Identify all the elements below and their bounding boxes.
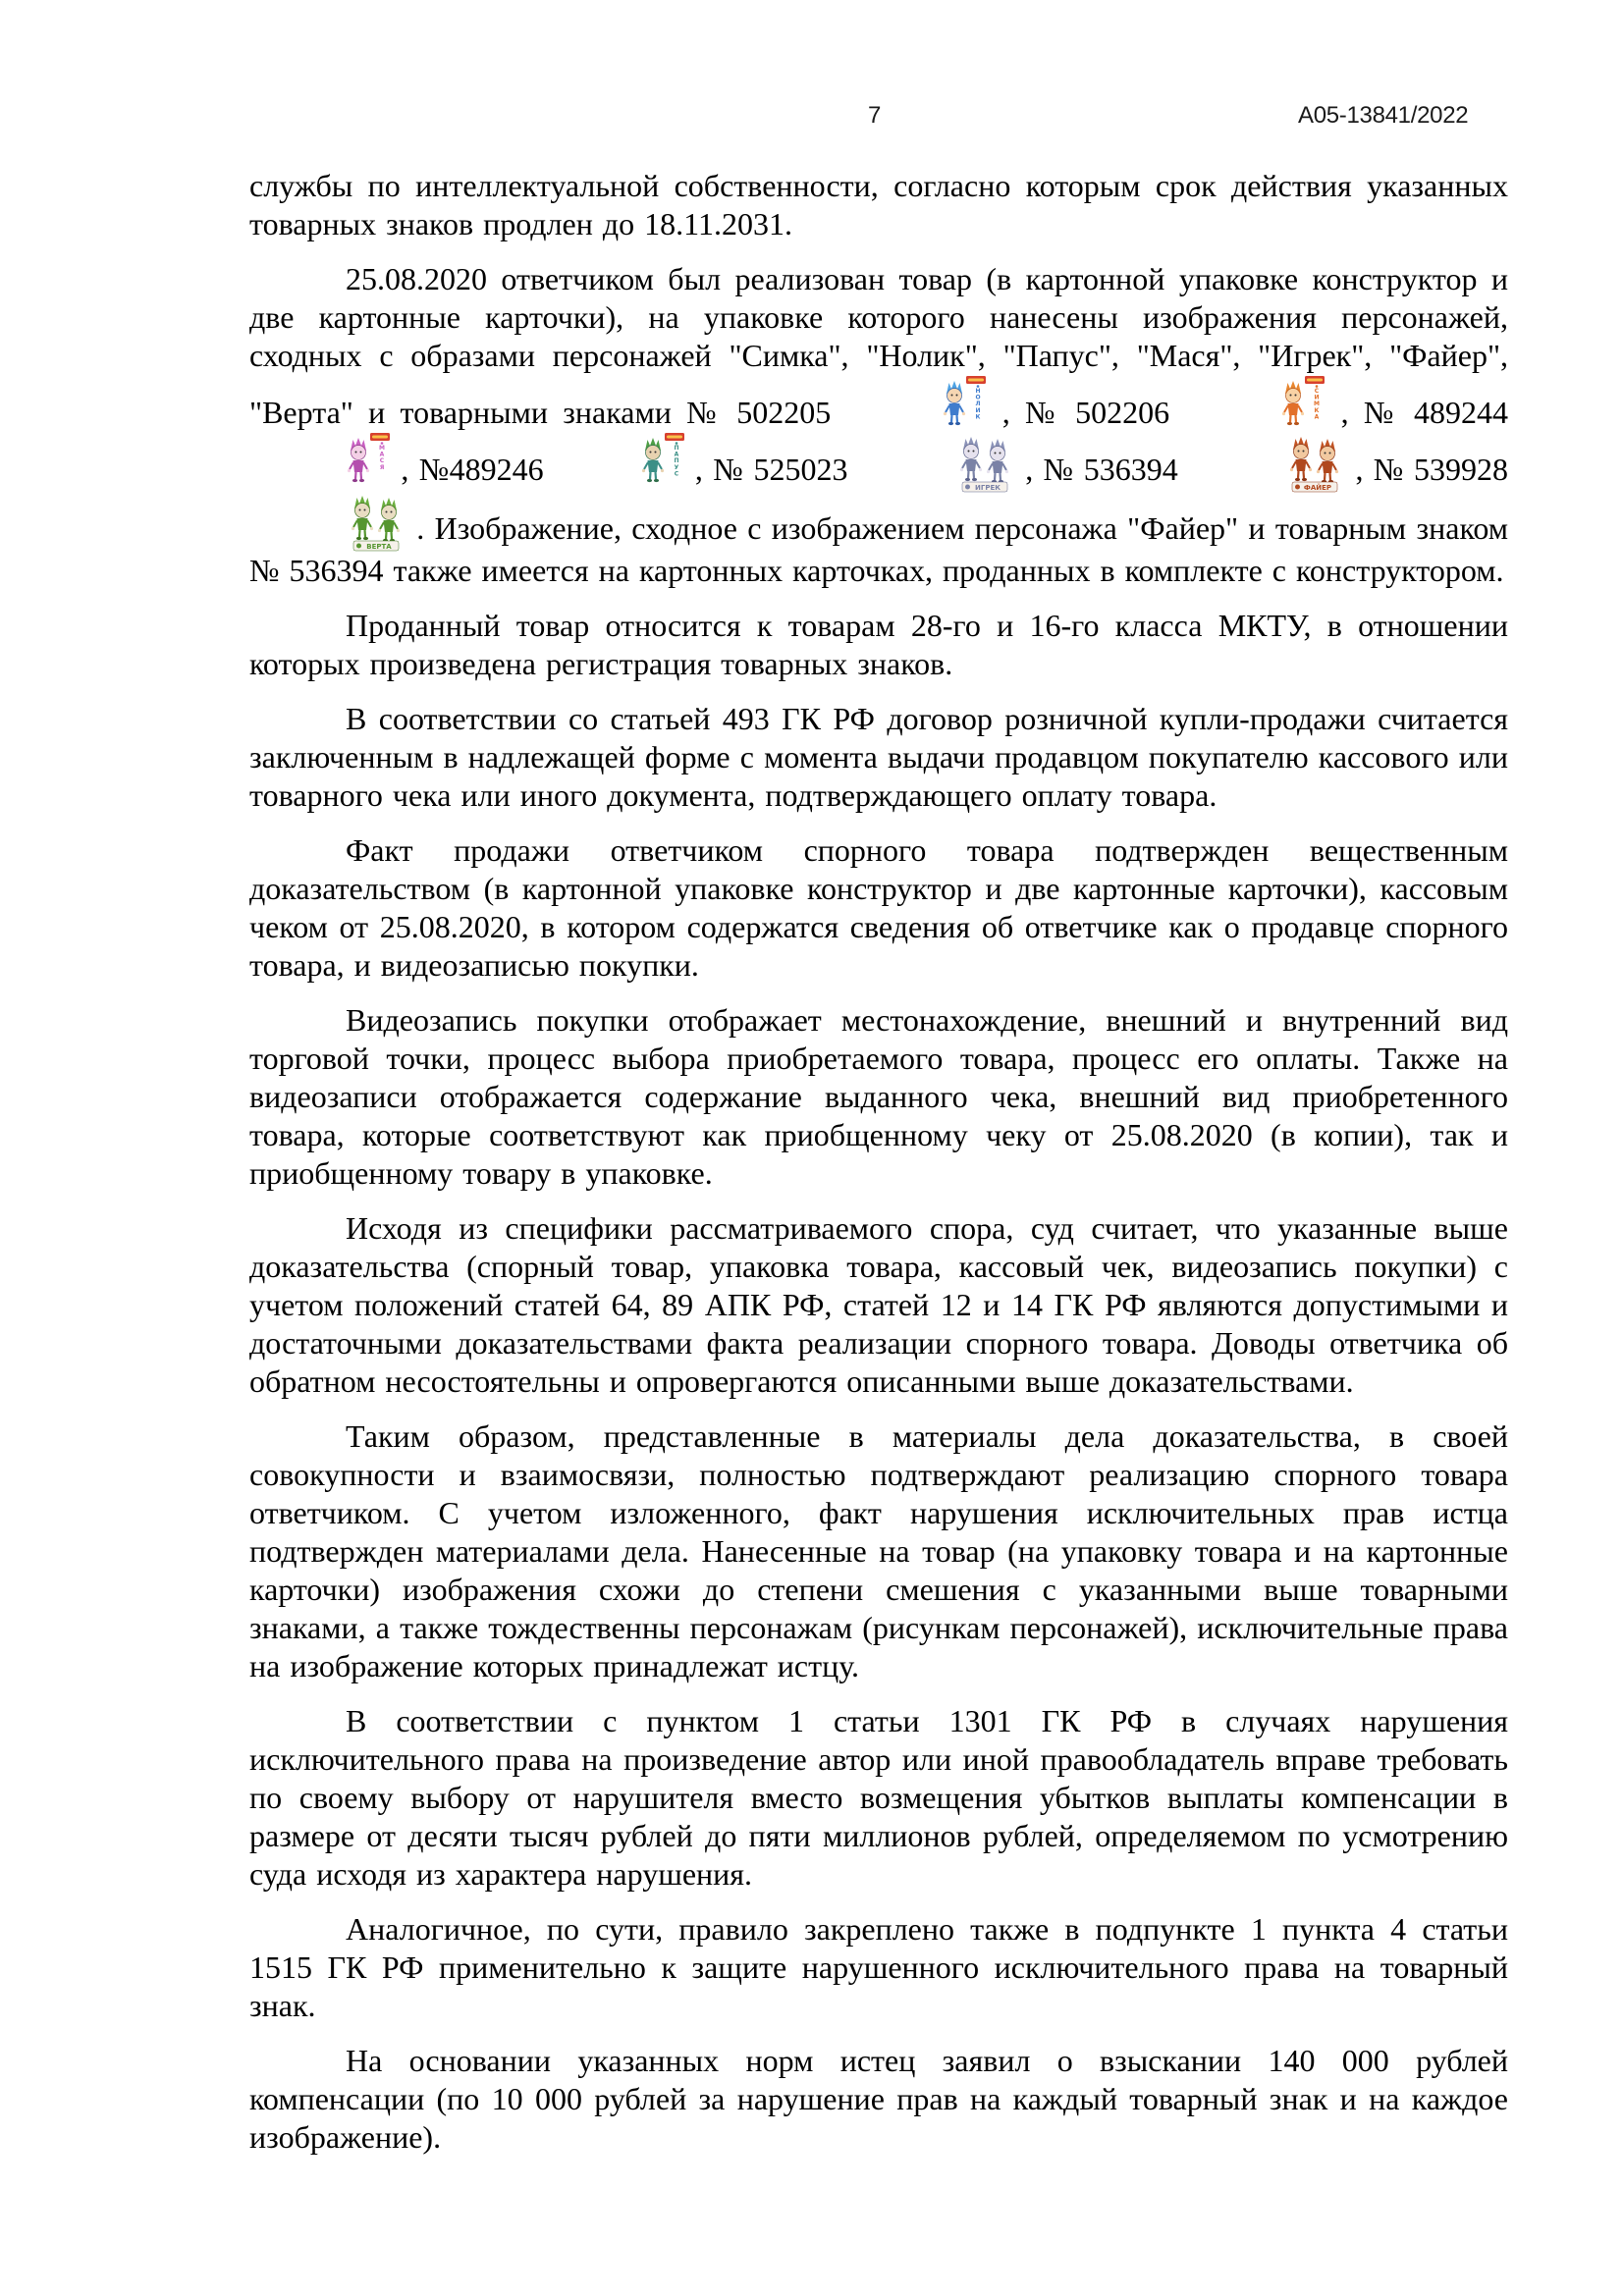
svg-text:О: О	[975, 394, 982, 401]
svg-text:С: С	[379, 457, 385, 465]
svg-text:Я: Я	[379, 463, 385, 471]
paragraph-8: Таким образом, представленные в материалы дела доказательства, в своей совокупности и взаимосвязи, полностью подтверждают реализацию спорного товара ответчиком. С учетом изложенного, факт нарушения исключительных прав истца подтвержден материалами дела. Нанесенные на товар (на упаковку товара и на картонные карточки) изображения схожи до степени смешения с указанными выше товарными знаками, а также тождественны персонажам (рисункам персонажей), исключительные права на изображение которых принадлежат истцу.	[249, 1418, 1508, 1683]
nolik-trademark-icon	[845, 375, 987, 432]
svg-text:П: П	[674, 457, 679, 465]
paragraph-6: Видеозапись покупки отображает местонахождение, внешний и внутренний вид торговой точки, процесс выбора приобретаемого товара, процесс его оплаты. Также на видеозаписи отображается содержание выданного чека, внешний вид приобретенного товара, которые соответствуют как приобщенному чеку от 25.08.2020 (в копии), так и приобщенному товару в упаковке.	[249, 1002, 1508, 1191]
paragraph-10: Аналогичное, по сути, правило закреплено также в подпункте 1 пункта 4 статьи 1515 ГК РФ применительно к защите нарушенного исключительного права на товарный знак.	[249, 1911, 1508, 2023]
paragraph-1: службы по интеллектуальной собственности, согласно которым срок действия указанных товарных знаков продлен до 18.11.2031.	[249, 168, 1508, 241]
svg-text:Л: Л	[975, 400, 981, 408]
case-number: А05-13841/2022	[1298, 102, 1469, 129]
masya-trademark-icon	[249, 432, 391, 489]
paragraph-11: На основании указанных норм истец заявил о взыскании 140 000 рублей компенсации (по 10 000 рублей за нарушение прав на каждый товарный знак и на каждое изображение).	[249, 2043, 1508, 2155]
paragraph-5: Факт продажи ответчиком спорного товара подтвержден вещественным доказательством (в картонной упаковке конструктор и две картонные карточки), кассовым чеком от 25.08.2020, в котором содержатся сведения об ответчике как о продавце спорного товара, и видеозаписью покупки.	[249, 832, 1508, 983]
svg-text:А: А	[1315, 413, 1320, 421]
svg-text:У: У	[674, 463, 678, 471]
svg-text:М: М	[379, 445, 385, 452]
svg-text:И: И	[975, 406, 981, 414]
paragraph-7: Исходя из специфики рассматриваемого спора, суд считает, что указанные выше доказательства (спорный товар, упаковка товара, кассовый чек, видеозапись покупки) с учетом положений статей 64, 89 АПК РФ, статей 12 и 14 ГК РФ являются допустимыми и достаточными доказательствами факта реализации спорного товара. Доводы ответчика об обратном несостоятельны и опровергаются описанными выше доказательствами.	[249, 1210, 1508, 1399]
svg-text:ВЕРТА: ВЕРТА	[366, 542, 392, 551]
paragraph-9: В соответствии с пунктом 1 статьи 1301 ГК РФ в случаях нарушения исключительного права на произведение автор или иной правообладатель вправе требовать по своему выбору от нарушителя вместо возмещения убытков выплаты компенсации в размере от десяти тысяч рублей до пяти миллионов рублей, определяемом по усмотрению суда исходя из характера нарушения.	[249, 1703, 1508, 1892]
svg-text:А: А	[674, 451, 678, 458]
svg-text:С: С	[1315, 388, 1320, 395]
paragraph-2: 25.08.2020 ответчиком был реализован товар (в картонной упаковке конструктор и две картонные карточки), на упаковке которого нанесены изображения персонажей, сходных с образами персонажей "Симка", "Нолик", "Папус", "Мася", "Игрек", "Файер", "Верта" и товарными знаками № 502205 Н О Л И К , № 502206 С И М К А , № 489244 М А С Я , №489246 П А П У С , № 525023 ИГРЕК , № 536394 ФАЙЕР , № 539928 ВЕРТА . Изображение, сходное с изображением персонажа "Файер" и товарным знаком № 536394 также имеется на картонных карточках, проданных в комплекте с конструктором.	[249, 261, 1509, 588]
document-body	[249, 167, 1508, 2173]
simka-trademark-icon	[1184, 375, 1325, 432]
svg-text:С: С	[674, 470, 678, 478]
paragraph-3: Проданный товар относится к товарам 28-го и 16-го класса МКТУ, в отношении которых произведена регистрация товарных знаков.	[249, 608, 1508, 681]
svg-text:ИГРЕК: ИГРЕК	[974, 483, 1001, 492]
svg-text:К: К	[976, 413, 981, 421]
papus-trademark-icon	[544, 432, 685, 489]
verta-trademark-icon	[249, 493, 406, 552]
svg-text:Н: Н	[975, 388, 981, 395]
fayer-trademark-icon	[1188, 434, 1345, 493]
svg-text:М: М	[1314, 400, 1321, 408]
page-number: 7	[868, 102, 882, 129]
paragraph-4: В соответствии со статьей 493 ГК РФ договор розничной купли-продажи считается заключенным в надлежащей форме с момента выдачи продавцом покупателю кассового или товарного чека или иного документа, подтверждающего оплату товара.	[249, 701, 1508, 813]
svg-text:К: К	[1314, 406, 1320, 414]
igrek-trademark-icon	[858, 434, 1015, 493]
svg-text:ФАЙЕР: ФАЙЕР	[1304, 483, 1332, 492]
svg-text:И: И	[1314, 394, 1320, 401]
svg-text:А: А	[379, 451, 385, 458]
svg-text:П: П	[674, 445, 679, 452]
